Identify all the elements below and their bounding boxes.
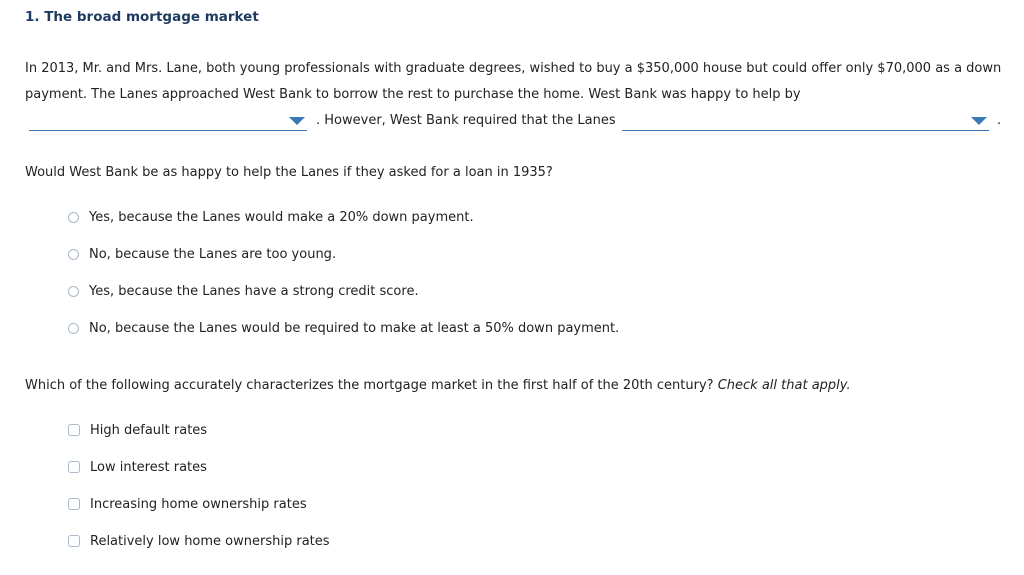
question-title: 1. The broad mortgage market bbox=[25, 9, 259, 25]
checkbox[interactable] bbox=[68, 461, 80, 473]
checkbox-option-label: Relatively low home ownership rates bbox=[90, 533, 330, 549]
radio-option-2[interactable] bbox=[68, 245, 336, 263]
question-1-prompt: Would West Bank be as happy to help the Lanes if they asked for a loan in 1935? bbox=[25, 165, 553, 180]
intro-line-3-text: . However, West Bank required that the Lanes bbox=[316, 113, 616, 128]
question-2-instruction: Check all that apply. bbox=[717, 378, 851, 393]
help-method-dropdown[interactable] bbox=[29, 112, 307, 131]
intro-line-3 bbox=[0, 112, 1024, 132]
checkbox-option-3[interactable] bbox=[68, 495, 307, 513]
checkbox-option-label: Low interest rates bbox=[90, 459, 207, 475]
checkbox-option-label: High default rates bbox=[90, 422, 208, 438]
radio-option-label: Yes, because the Lanes have a strong credit score. bbox=[89, 283, 419, 299]
checkbox-option-2[interactable] bbox=[68, 458, 207, 476]
question-2-text: Which of the following accurately characterizes the mortgage market in the first half of the 20th century? bbox=[25, 378, 714, 393]
intro-line-2: payment. The Lanes approached West Bank to borrow the rest to purchase the home. West Bank was happy to help by bbox=[25, 87, 801, 102]
radio-option-label: No, because the Lanes are too young. bbox=[89, 246, 337, 262]
checkbox[interactable] bbox=[68, 535, 80, 547]
radio-option-3[interactable] bbox=[68, 282, 419, 300]
radio-option-label: No, because the Lanes would be required to make at least a 50% down payment. bbox=[89, 320, 620, 336]
radio-button[interactable] bbox=[68, 286, 79, 297]
checkbox[interactable] bbox=[68, 424, 80, 436]
radio-option-4[interactable] bbox=[68, 319, 619, 337]
checkbox-option-1[interactable] bbox=[68, 421, 207, 439]
radio-button[interactable] bbox=[68, 249, 79, 260]
checkbox[interactable] bbox=[68, 498, 80, 510]
question-2-prompt bbox=[25, 378, 851, 393]
chevron-down-icon bbox=[289, 117, 305, 125]
intro-line-1: In 2013, Mr. and Mrs. Lane, both young professionals with graduate degrees, wished to buy a $350,000 house but could offer only $70,000 as a down bbox=[25, 61, 1002, 76]
intro-line-3-period: . bbox=[997, 113, 1002, 128]
checkbox-option-label: Increasing home ownership rates bbox=[90, 496, 307, 512]
radio-button[interactable] bbox=[68, 323, 79, 334]
radio-button[interactable] bbox=[68, 212, 79, 223]
chevron-down-icon bbox=[971, 117, 987, 125]
checkbox-option-4[interactable] bbox=[68, 532, 330, 550]
radio-option-label: Yes, because the Lanes would make a 20% down payment. bbox=[89, 209, 474, 225]
requirement-dropdown[interactable] bbox=[622, 112, 989, 131]
radio-option-1[interactable] bbox=[68, 208, 474, 226]
